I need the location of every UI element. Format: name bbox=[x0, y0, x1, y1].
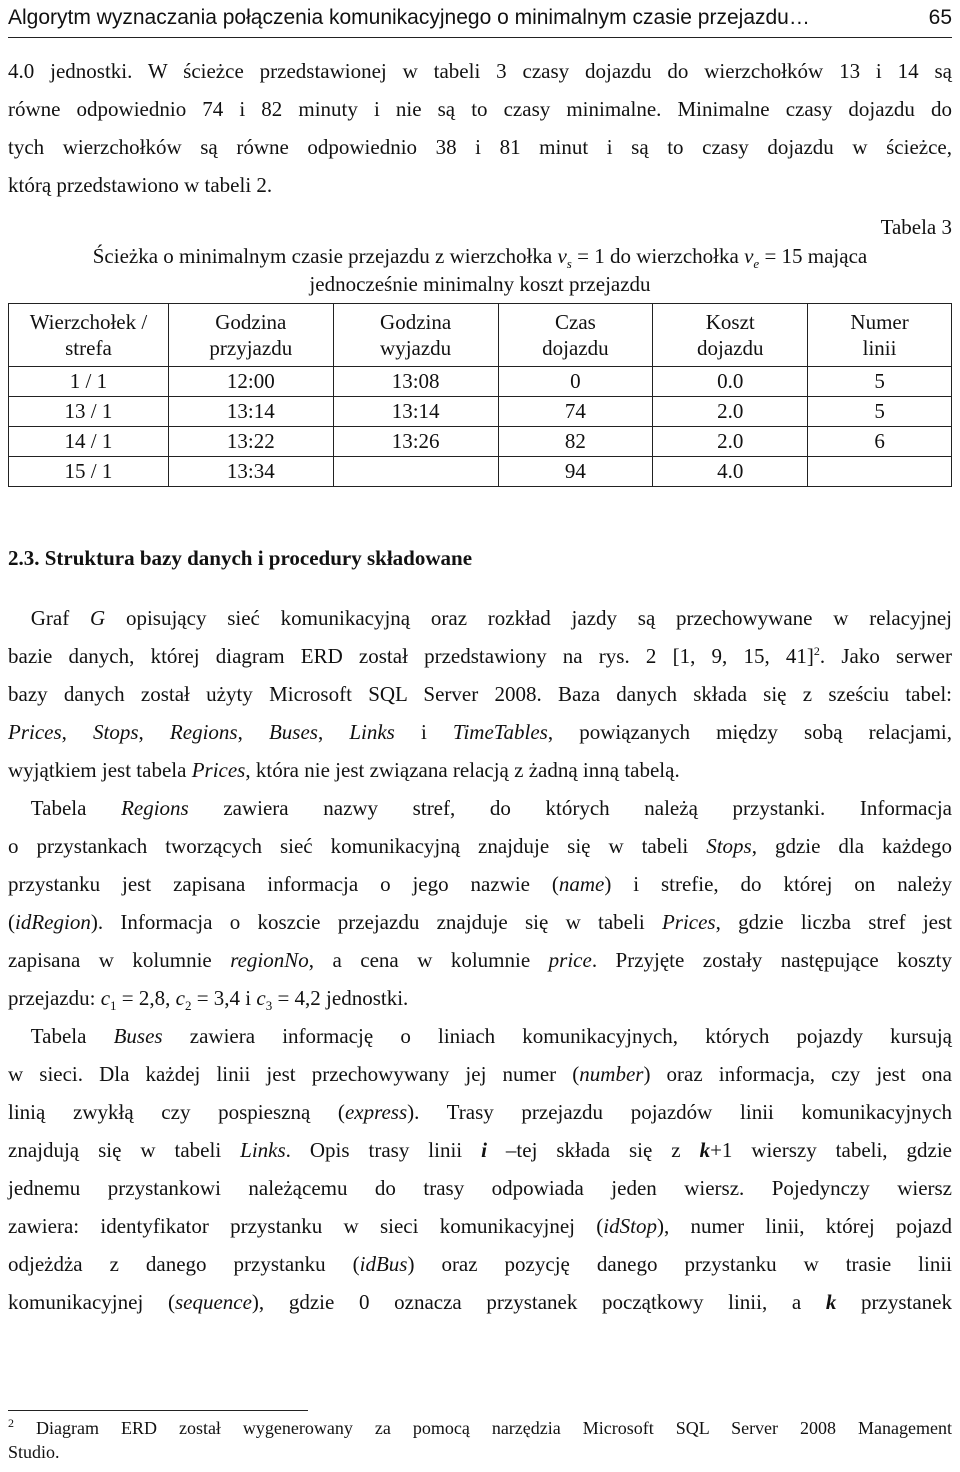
text-line: linią zwykłą czy pospieszną (express). Trasy przejazdu pojazdów linii komunikacyjnych bbox=[8, 1100, 952, 1124]
text-line: bazie danych, której diagram ERD został przedstawiony na rys. 2 [1, 9, 15, 41]$^2$. Jako serwer bbox=[8, 644, 952, 668]
footnote-line: $^2$ Diagram ERD został wygenerowany za pomocą narzędzia Microsoft SQL Server 2008 Management bbox=[8, 1416, 952, 1438]
table-row bbox=[9, 427, 952, 457]
text-line: znajdują się w tabeli Links. Opis trasy linii i –tej składa się z k+1 wierszy tabeli, gdzie bbox=[8, 1138, 952, 1162]
table-row bbox=[9, 367, 952, 397]
footnote-line: Studio. bbox=[8, 1442, 60, 1462]
table-cell: 2.0 bbox=[653, 397, 808, 427]
text-line: bazy danych został użyty Microsoft SQL Server 2008. Baza danych składa się z sześciu tabel: bbox=[8, 682, 952, 706]
table-cell: 6 bbox=[808, 427, 952, 457]
table-cell: 12:00 bbox=[168, 367, 333, 397]
text-line: zapisana w kolumnie regionNo, a cena w kolumnie price. Przyjęte zostały następujące koszty bbox=[8, 948, 953, 972]
table-cell: 0.0 bbox=[653, 367, 808, 397]
table-cell: 0 bbox=[498, 367, 653, 397]
text-line: 4.0 jednostki. W ścieżce przedstawionej w tabeli 3 czasy dojazdu do wierzchołków 13 i 14 są bbox=[8, 59, 952, 83]
table-number: Tabela 3 bbox=[880, 215, 952, 239]
text-line: przejazdu: $c_1 = 2,8$, $c_2 = 3,4$ i $c_3 = 4,2$ jednostki. bbox=[8, 986, 409, 1014]
text-line: Prices, Stops, Regions, Buses, Links i TimeTables, powiązanych między sobą relacjami, bbox=[8, 720, 953, 744]
table-cell: 13:26 bbox=[333, 427, 498, 457]
table-cell bbox=[333, 457, 498, 487]
text-line: jednemu przystankowi należącemu do trasy odpowiada jeden wiersz. Pojedynczy wiersz bbox=[8, 1176, 952, 1200]
column-header: Koszt dojazdu bbox=[653, 304, 808, 367]
text-line: równe odpowiednio 74 i 82 minuty i nie są to czasy minimalne. Minimalne czasy dojazdu do bbox=[8, 97, 952, 121]
table-cell: 94 bbox=[498, 457, 653, 487]
intro-paragraph bbox=[8, 52, 952, 204]
column-header: Wierzchołek / strefa bbox=[9, 304, 169, 367]
table-cell: 1 / 1 bbox=[9, 367, 169, 397]
text-line: Graf G opisujący sieć komunikacyjną oraz rozkład jazdy są przechowywane w relacyjnej bbox=[30, 606, 952, 630]
footnote-rule bbox=[8, 1410, 308, 1411]
text-line: którą przedstawiono w tabeli 2. bbox=[8, 173, 273, 197]
table-row bbox=[9, 397, 952, 427]
text-line: o przystankach tworzących sieć komunikacyjną znajduje się w tabeli Stops, gdzie dla każdego bbox=[8, 834, 953, 858]
table-cell: 14 / 1 bbox=[9, 427, 169, 457]
text-line: Tabela Buses zawiera informację o liniach komunikacyjnych, których pojazdy kursują bbox=[30, 1024, 952, 1048]
table-cell: 13:08 bbox=[333, 367, 498, 397]
footnote bbox=[8, 1416, 952, 1464]
text-line: w sieci. Dla każdej linii jest przechowywany jej numer (number) oraz informacja, czy jest ona bbox=[8, 1062, 952, 1086]
table-cell: 4.0 bbox=[653, 457, 808, 487]
page-number: 65 bbox=[928, 6, 952, 29]
text-line: (idRegion). Informacja o koszcie przejazdu znajduje się w tabeli Prices, gdzie liczba stref jest bbox=[8, 910, 952, 934]
table-caption bbox=[8, 212, 952, 298]
text-line: przystanku jest zapisana informacja o jego nazwie (name) i strefie, do której on należy bbox=[8, 872, 952, 896]
table-header-row bbox=[9, 304, 952, 367]
text-line: tych wierzchołków są równe odpowiednio 38 i 81 minut i są to czasy dojazdu w ścieżce, bbox=[8, 135, 952, 159]
table-cell: 13:14 bbox=[333, 397, 498, 427]
text-line: odjeżdża z danego przystanku (idBus) oraz pozycję danego przystanku w trasie linii bbox=[8, 1252, 952, 1276]
running-header bbox=[8, 2, 952, 38]
table-row bbox=[9, 457, 952, 487]
table-caption-line1: Ścieżka o minimalnym czasie przejazdu z wierzchołka $v_s = 1$ do wierzchołka $v_e = 15$ mająca bbox=[92, 244, 868, 272]
column-header: Numer linii bbox=[808, 304, 952, 367]
column-header: Godzina przyjazdu bbox=[168, 304, 333, 367]
column-header: Godzina wyjazdu bbox=[333, 304, 498, 367]
table-cell: 13:22 bbox=[168, 427, 333, 457]
header-rule bbox=[8, 37, 952, 38]
table-caption-line2: jednocześnie minimalny koszt przejazdu bbox=[309, 272, 651, 296]
table-cell: 13 / 1 bbox=[9, 397, 169, 427]
table-cell bbox=[808, 457, 952, 487]
text-line: wyjątkiem jest tabela Prices, która nie jest związana relacją z żadną inną tabelą. bbox=[8, 758, 680, 782]
text-line: zawiera: identyfikator przystanku w sieci komunikacyjnej (idStop), numer linii, której pojazd bbox=[8, 1214, 952, 1238]
column-header: Czas dojazdu bbox=[498, 304, 653, 367]
table-cell: 5 bbox=[808, 367, 952, 397]
header-title: Algorytm wyznaczania połączenia komunikacyjnego o minimalnym czasie przejazdu… bbox=[8, 6, 810, 29]
table-cell: 13:34 bbox=[168, 457, 333, 487]
footnote-mark: 2 bbox=[8, 1416, 14, 1430]
text-line: Tabela Regions zawiera nazwy stref, do których należą przystanki. Informacja bbox=[30, 796, 952, 820]
body-text bbox=[8, 599, 952, 1321]
section-heading: 2.3. Struktura bazy danych i procedury składowane bbox=[8, 546, 473, 570]
route-table bbox=[8, 303, 952, 487]
table-cell: 82 bbox=[498, 427, 653, 457]
table-cell: 13:14 bbox=[168, 397, 333, 427]
table-cell: 2.0 bbox=[653, 427, 808, 457]
table-cell: 15 / 1 bbox=[9, 457, 169, 487]
text-line: komunikacyjnej (sequence), gdzie 0 oznacza przystanek początkowy linii, a k przystanek bbox=[8, 1290, 952, 1314]
table-cell: 74 bbox=[498, 397, 653, 427]
table-cell: 5 bbox=[808, 397, 952, 427]
